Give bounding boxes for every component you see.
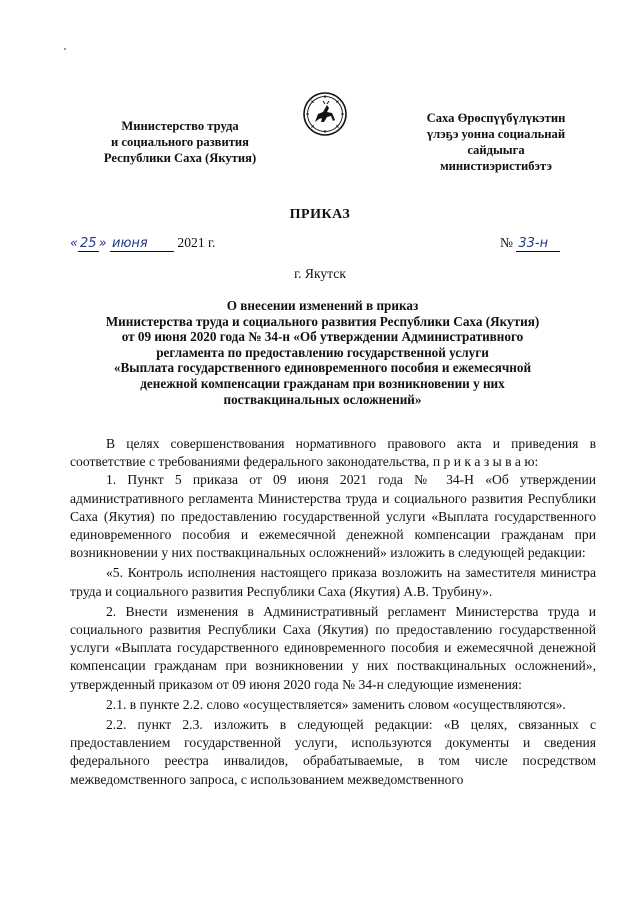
order-number <box>500 235 560 252</box>
date-quote: « <box>70 236 79 251</box>
ministry-name-line: Республики Саха (Якутия) <box>103 151 257 165</box>
subject-line: поствакцинальных осложнений» <box>223 391 422 407</box>
ministry-name-yakut <box>398 110 594 174</box>
subject-line: Министерства труда и социального развития Республики Саха (Якутия) <box>105 313 540 329</box>
order-date <box>70 235 215 252</box>
ministry-name-line: Министерство труда <box>121 119 239 133</box>
order-subject <box>90 298 555 407</box>
ministry-name-russian <box>78 118 282 166</box>
subject-line: денежной компенсации гражданам при возникновении у них <box>140 375 505 391</box>
subject-line: от 09 июня 2020 года № 34-н «Об утверждении Административного <box>121 329 524 345</box>
ministry-name-line: сайдыыга <box>467 143 525 157</box>
date-month: июня <box>110 237 174 252</box>
date-year: 2021 г. <box>177 235 216 250</box>
coat-of-arms-emblem-icon <box>303 92 347 136</box>
order-body <box>70 435 596 789</box>
number-value: 33-н <box>516 237 560 252</box>
body-paragraph: В целях совершенствования нормативного правового акта и приведения в соответствие с требованиями федерального законодательства, п р и к а з ы в а ю: <box>70 436 596 470</box>
date-day: 25 <box>80 236 97 251</box>
date-quote: » <box>98 236 107 251</box>
document-title: ПРИКАЗ <box>289 207 351 222</box>
ministry-name-line: министиэристибэтэ <box>440 159 552 173</box>
subject-line: «Выплата государственного единовременного пособия и ежемесячной <box>113 360 532 376</box>
body-paragraph: 1. Пункт 5 приказа от 09 июня 2021 года № 34-Н «Об утверждении административного регламента Министерства труда и социального развития Республики Саха (Якутия) по предоставлению государственной услуги «Выплата государственного единовременного пособия и ежемесячной денежной компенсации гражданам при возникновении у них поствакцинальных осложнений» изложить в следующей редакции: <box>70 472 596 561</box>
body-paragraph: 2.2. пункт 2.3. изложить в следующей редакции: «В целях, связанных с предоставлением государственной услуги, используются документы и сведения федерального реестра инвалидов, обрабатываемые, в том числе посредством межведомственного запроса, с использованием межведомственного <box>70 717 596 787</box>
ministry-name-line: и социального развития <box>110 135 249 149</box>
scan-speck <box>64 48 66 50</box>
body-paragraph: 2.1. в пункте 2.2. слово «осуществляется» заменить словом «осуществляются». <box>106 696 566 712</box>
city: г. Якутск <box>294 266 346 281</box>
ministry-name-line: Саха Өрөспүүбүлүкэтин <box>426 111 566 125</box>
subject-line: О внесении изменений в приказ <box>226 298 419 313</box>
body-paragraph: «5. Контроль исполнения настоящего приказа возложить на заместителя министра труда и социального развития Республики Саха (Якутия) А.В. Трубину». <box>70 565 596 599</box>
subject-line: регламента по предоставлению государственной услуги <box>156 344 489 360</box>
body-paragraph: 2. Внести изменения в Административный регламент Министерства труда и социального развития Республики Саха (Якутия) по предоставлению государственной услуги «Выплата государственного единовременного пособия и ежемесячной денежной компенсации гражданам при возникновении у них поствакцинальных осложнений», утвержденный приказом от 09 июня 2020 года № 34-н следующие изменения: <box>70 603 596 692</box>
number-sign: № <box>500 235 513 250</box>
ministry-name-line: үлэҕэ уонна социальнай <box>426 127 566 141</box>
